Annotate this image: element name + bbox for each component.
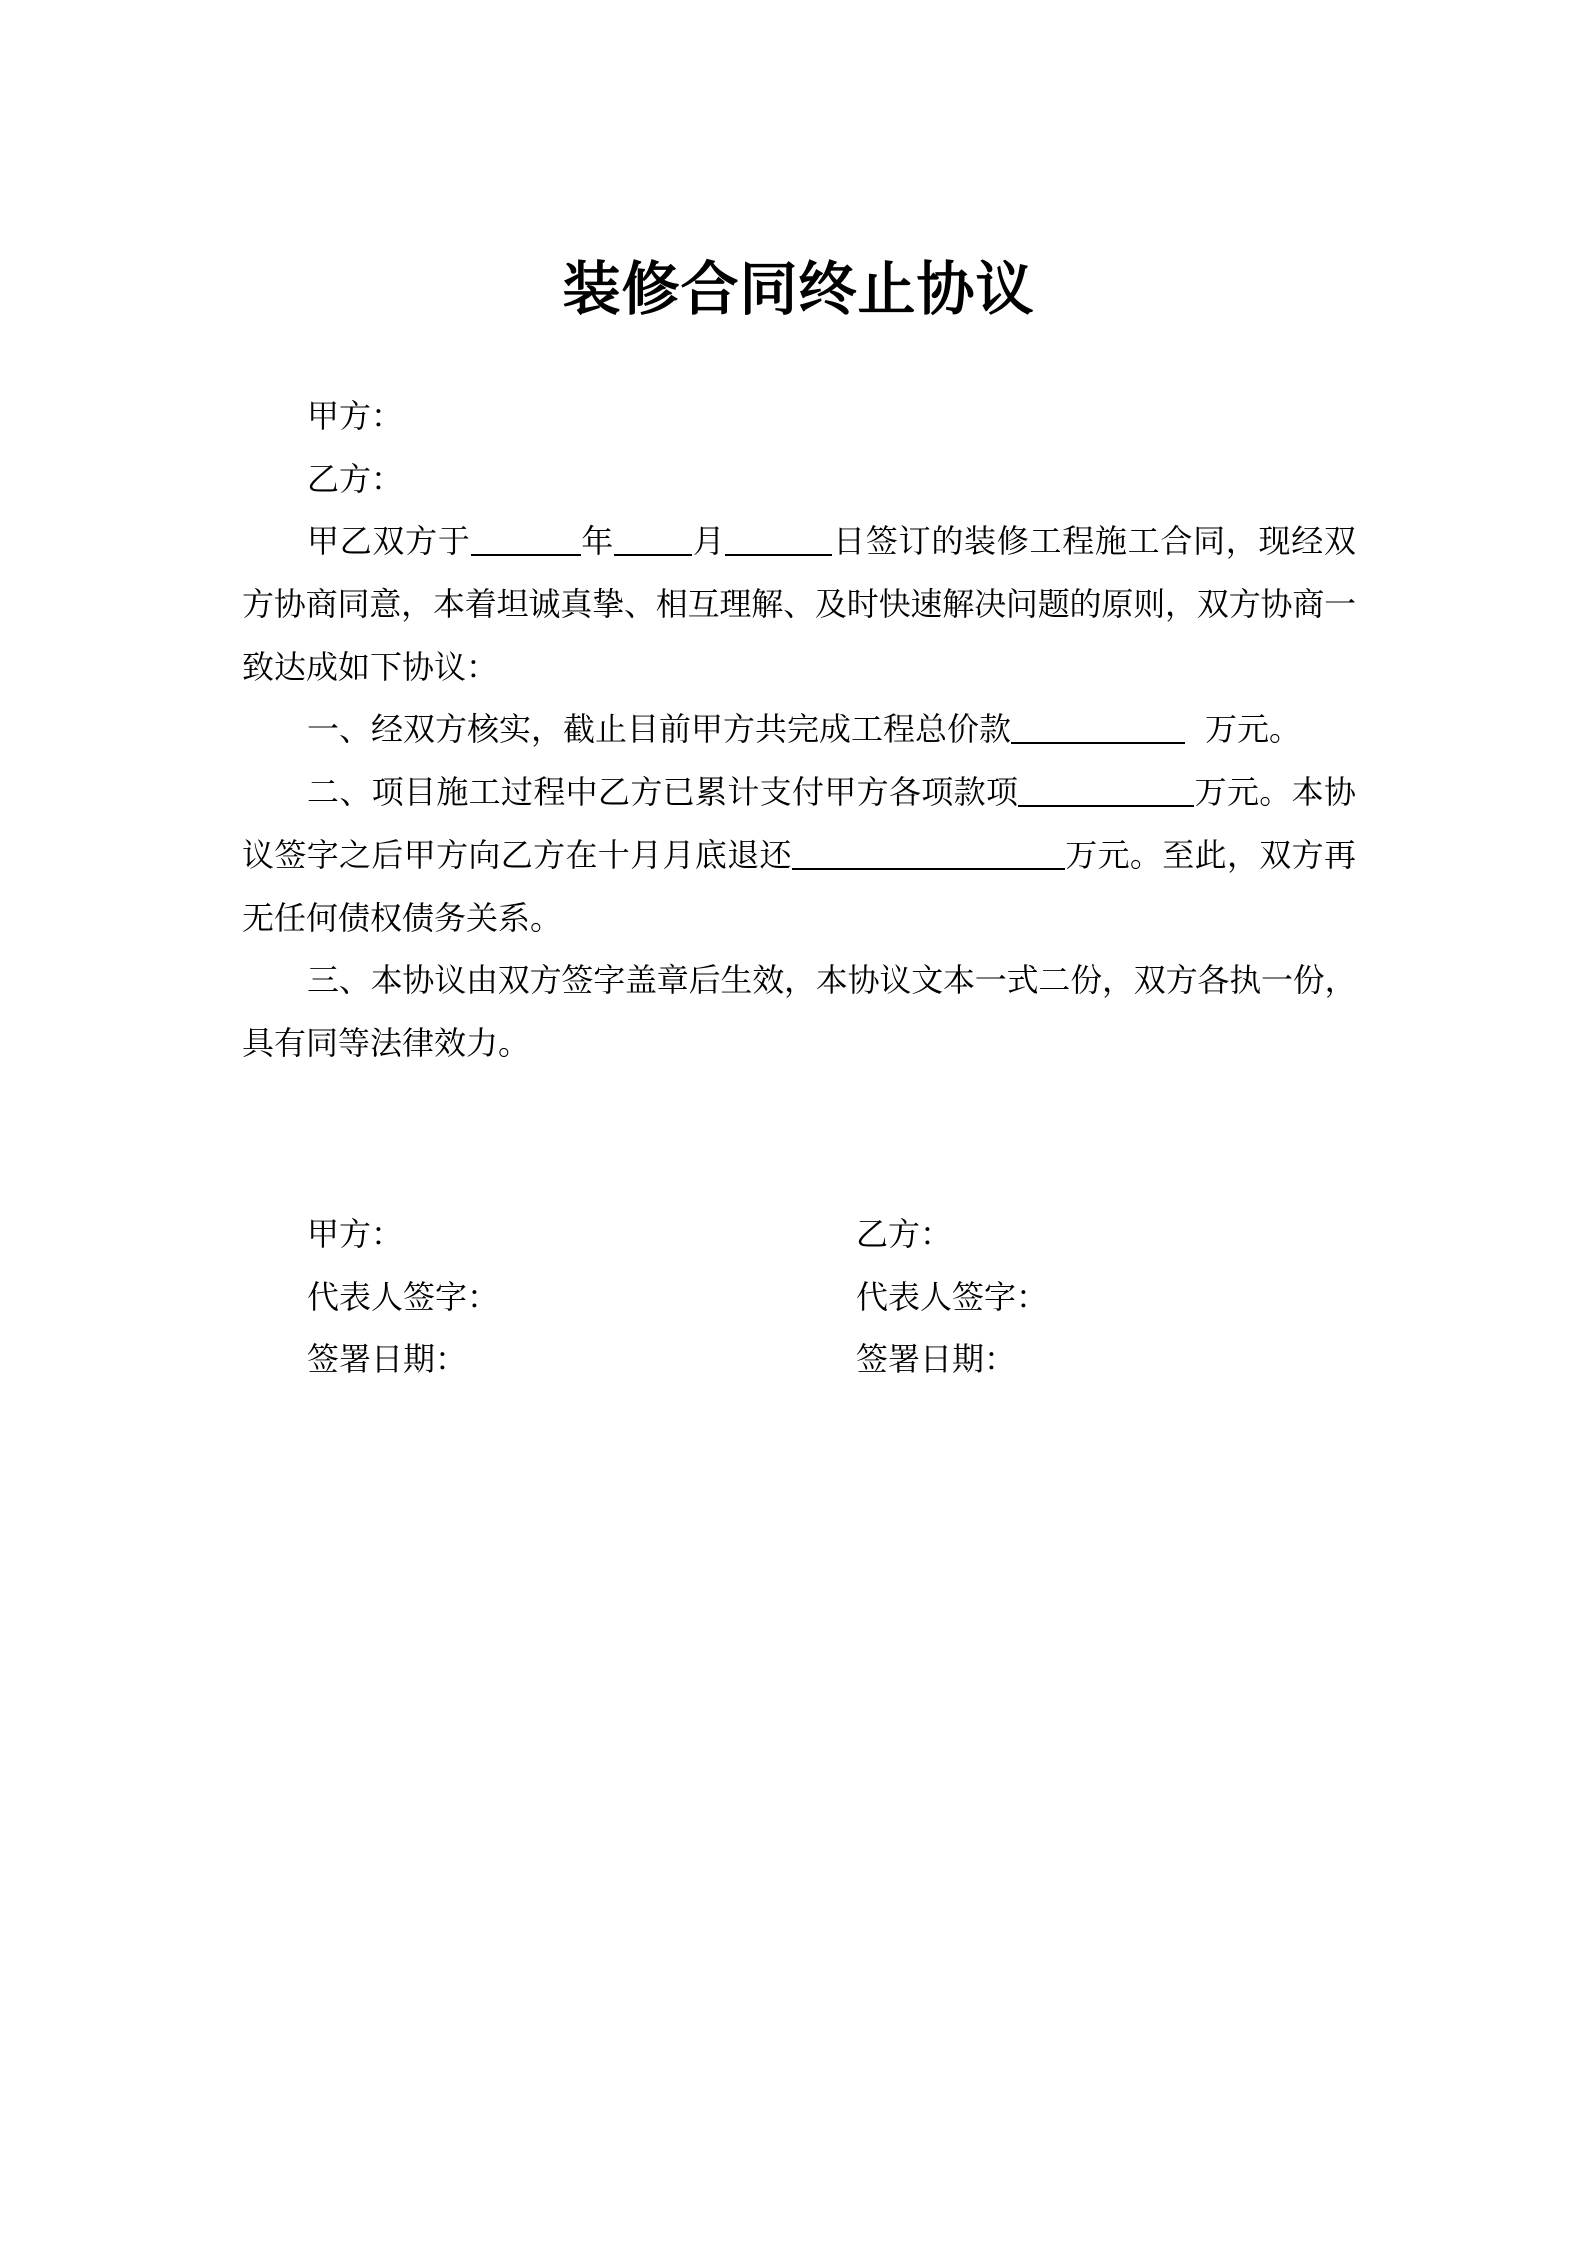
preamble-line-1 [242, 510, 1356, 573]
preamble-line-2: 方协商同意，本着坦诚真挚、相互理解、及时快速解决问题的原则，双方协商一 [242, 585, 1356, 624]
year-blank [471, 522, 581, 556]
total-price-blank [1011, 710, 1185, 744]
party-a-signature-label: 甲方： [307, 1215, 404, 1253]
clause-2-line-3: 无任何债权债务关系。 [242, 898, 563, 937]
clause-1-text: 一、经双方核实，截止目前甲方共完成工程总价款 [307, 710, 1012, 749]
clause-1-unit: 万元。 [1205, 710, 1302, 749]
day-blank [725, 522, 832, 556]
clause-2-text-middle: 万元。本协 [1194, 773, 1356, 812]
clause-2-refund-text: 议签字之后甲方向乙方在十月月底退还 [242, 835, 792, 874]
clause-1-line-1 [242, 698, 1356, 761]
party-b-date-label: 签署日期： [856, 1340, 1017, 1379]
preamble-paragraph [242, 510, 1356, 698]
clause-2-line-1 [242, 761, 1356, 824]
clause-2-line-2 [242, 824, 1356, 887]
clause-2-refund-unit: 万元。至此，双方再 [1064, 835, 1356, 874]
party-a-date-label: 签署日期： [307, 1340, 468, 1379]
clause-3-paragraph [242, 949, 1356, 1074]
preamble-line-3: 致达成如下协议： [242, 647, 499, 686]
year-label: 年 [580, 522, 615, 561]
preamble-text-end: 日签订的装修工程施工合同，现经双 [832, 522, 1356, 561]
party-b-line: 乙方： [307, 459, 404, 498]
month-label: 月 [692, 522, 726, 561]
document-title: 装修合同终止协议 [562, 255, 1035, 323]
party-b-signature-block [856, 1203, 1048, 1391]
party-b-representative-label: 代表人签字： [856, 1277, 1049, 1316]
refund-amount-blank [792, 836, 1065, 870]
clause-2-text-start: 二、项目施工过程中乙方已累计支付甲方各项款项 [307, 773, 1019, 812]
party-a-line: 甲方： [307, 397, 404, 435]
party-a-signature-block [307, 1203, 499, 1391]
clause-3-line-1: 三、本协议由双方签字盖章后生效，本协议文本一式二份，双方各执一份， [307, 961, 1357, 1000]
clause-2-paragraph [242, 761, 1356, 949]
paid-amount-blank [1018, 773, 1194, 807]
month-blank [614, 522, 692, 556]
preamble-text-start: 甲乙双方于 [307, 522, 471, 561]
party-a-representative-label: 代表人签字： [307, 1277, 500, 1316]
clause-3-line-2: 具有同等法律效力。 [242, 1023, 531, 1062]
party-b-signature-label: 乙方： [856, 1215, 953, 1253]
clause-1-paragraph [242, 698, 1356, 761]
agreement-body [242, 385, 1356, 1075]
